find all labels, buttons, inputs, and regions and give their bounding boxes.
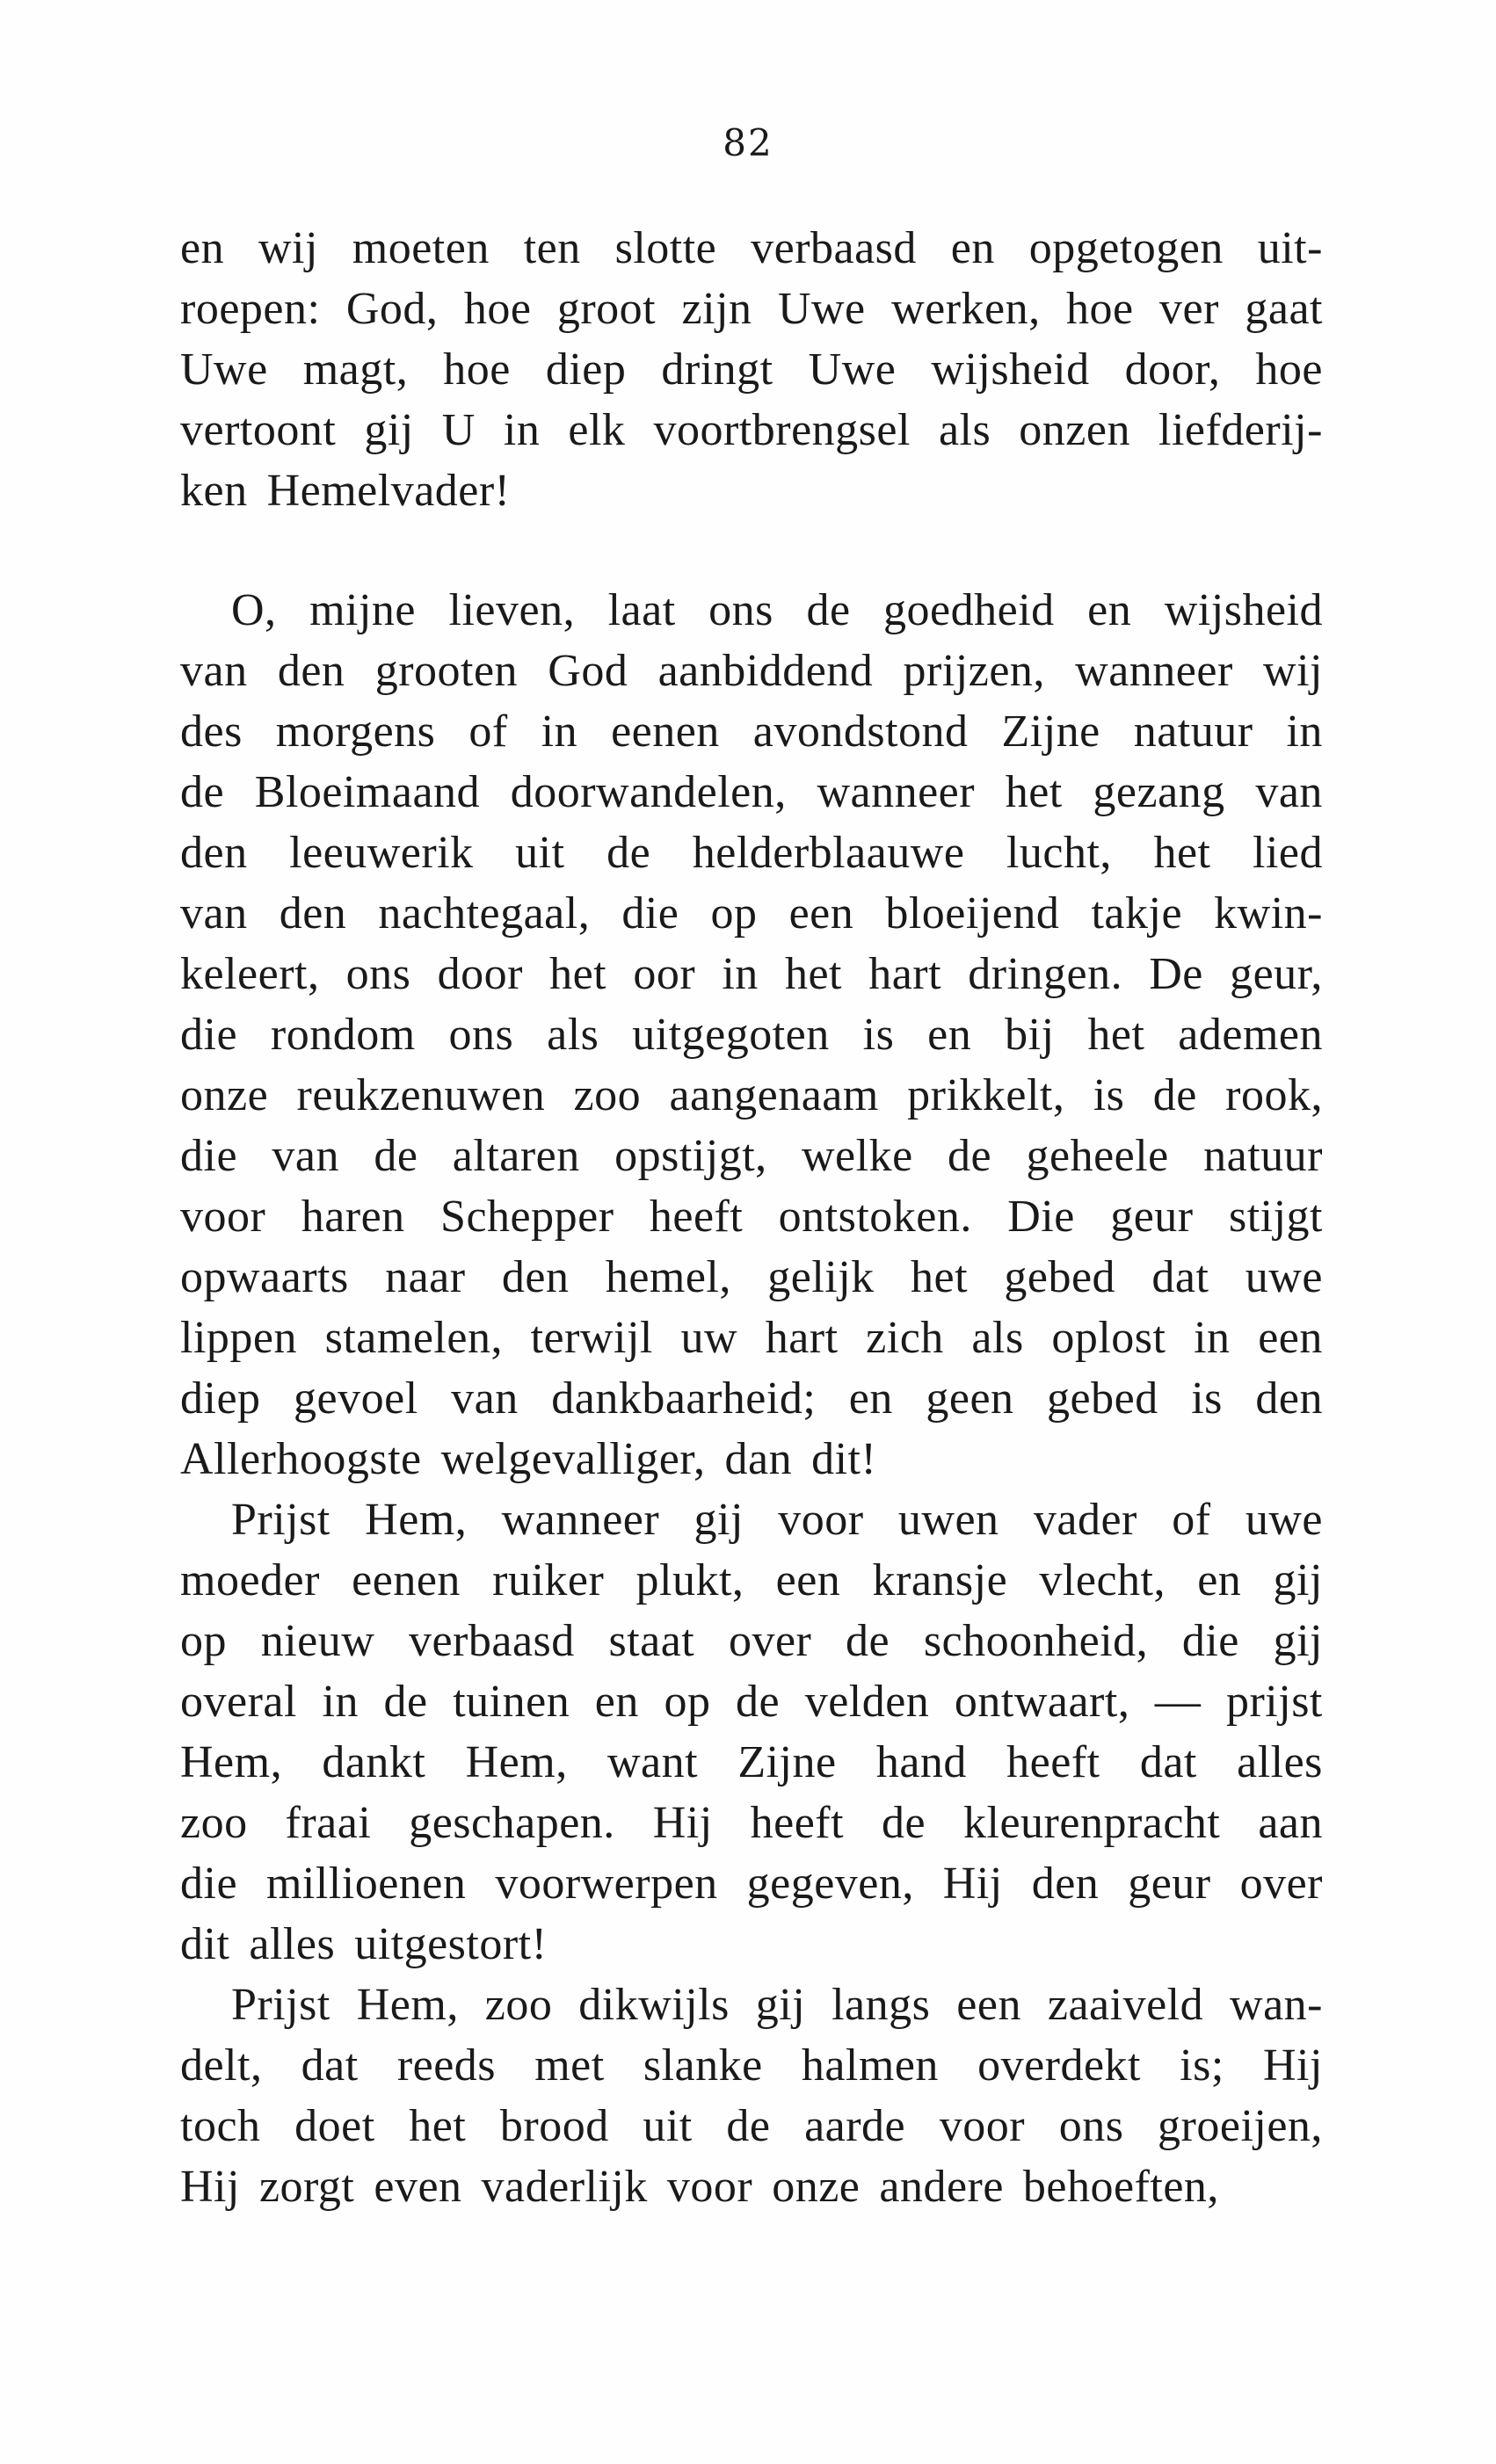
text-line: de Bloeimaand doorwandelen, wanneer het gezang van — [180, 767, 1323, 817]
page-number: 82 — [723, 121, 773, 164]
text-line: onze reukzenuwen zoo aangenaam prikkelt, is de rook, — [180, 1070, 1323, 1120]
text-line: Prijst Hem, wanneer gij voor uwen vader of uwe — [231, 1495, 1323, 1545]
text-line: van den grooten God aanbiddend prijzen, wanneer wij — [180, 646, 1323, 696]
text-line: den leeuwerik uit de helderblaauwe lucht, het lied — [180, 828, 1323, 878]
text-line: toch doet het brood uit de aarde voor ons groeijen, — [180, 2101, 1323, 2151]
text-line: Uwe magt, hoe diep dringt Uwe wijsheid door, hoe — [180, 344, 1323, 395]
text-line: en wij moeten ten slotte verbaasd en opgetogen uit- — [180, 223, 1323, 273]
text-line: roepen: God, hoe groot zijn Uwe werken, hoe ver gaat — [180, 284, 1323, 334]
text-line: ken Hemelvader! — [180, 466, 511, 516]
text-line: Prijst Hem, zoo dikwijls gij langs een zaaiveld wan- — [231, 1980, 1323, 2030]
text-line: delt, dat reeds met slanke halmen overdekt is; Hij — [180, 2040, 1323, 2091]
paragraph-1 — [180, 218, 1323, 521]
text-line: die van de altaren opstijgt, welke de geheele natuur — [180, 1131, 1323, 1181]
text-line: vertoont gij U in elk voortbrengsel als onzen liefderij- — [180, 405, 1323, 455]
text-line: Hem, dankt Hem, want Zijne hand heeft dat alles — [180, 1737, 1323, 1787]
text-line: diep gevoel van dankbaarheid; en geen gebed is den — [180, 1373, 1323, 1424]
text-line: die millioenen voorwerpen gegeven, Hij den geur over — [180, 1859, 1323, 1909]
text-line: op nieuw verbaasd staat over de schoonheid, die gij — [180, 1616, 1323, 1666]
text-line: voor haren Schepper heeft ontstoken. Die geur stijgt — [180, 1192, 1323, 1242]
text-line: die rondom ons als uitgegoten is en bij het ademen — [180, 1010, 1323, 1060]
text-line: Hij zorgt even vaderlijk voor onze andere behoeften, — [180, 2162, 1219, 2212]
text-line: opwaarts naar den hemel, gelijk het gebed dat uwe — [180, 1252, 1323, 1302]
text-line: lippen stamelen, terwijl uw hart zich als oplost in een — [180, 1313, 1323, 1363]
text-line: O, mijne lieven, laat ons de goedheid en wijsheid — [231, 585, 1323, 635]
text-line: keleert, ons door het oor in het hart dringen. De geur, — [180, 949, 1323, 999]
text-line: zoo fraai geschapen. Hij heeft de kleurenpracht aan — [180, 1798, 1323, 1848]
text-line: moeder eenen ruiker plukt, een kransje vlecht, en gij — [180, 1555, 1323, 1605]
text-line: overal in de tuinen en op de velden ontwaart, — prijst — [180, 1677, 1323, 1727]
paragraph-group — [180, 580, 1323, 2217]
text-line: des morgens of in eenen avondstond Zijne natuur in — [180, 707, 1323, 757]
text-line: van den nachtegaal, die op een bloeijend takje kwin- — [180, 888, 1323, 938]
text-line: dit alles uitgestort! — [180, 1919, 548, 1969]
text-line: Allerhoogste welgevalliger, dan dit! — [180, 1434, 877, 1484]
